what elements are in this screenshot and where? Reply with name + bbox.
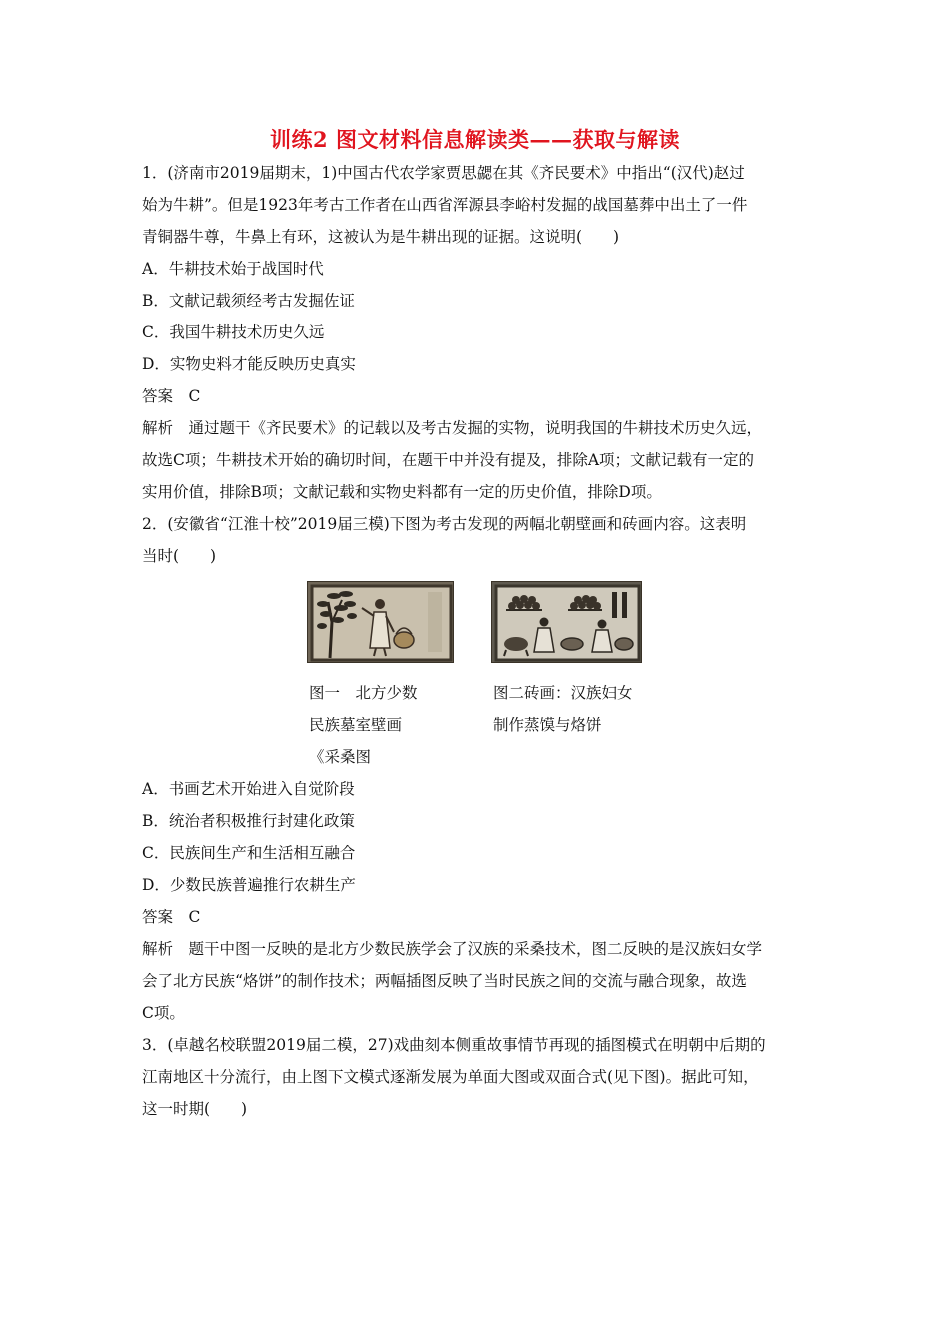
women-making-bread-image xyxy=(492,582,642,663)
q2-analysis-line-3: C项。 xyxy=(142,1004,185,1022)
q1-option-c: C．我国牛耕技术历史久远 xyxy=(142,323,325,341)
q2-option-a: A．书画艺术开始进入自觉阶段 xyxy=(142,780,355,798)
q1-analysis-line-2: 故选C项；牛耕技术开始的确切时间，在题干中并没有提及，排除A项；文献记载有一定的 xyxy=(142,451,755,469)
mulberry-picking-mural-image xyxy=(308,582,454,663)
q2-analysis-line-2: 会了北方民族“烙饼”的制作技术；两幅插图反映了当时民族之间的交流与融合现象，故选 xyxy=(142,972,747,990)
q2-stem-line-2: 当时( ) xyxy=(142,547,217,565)
figure-2-caption-line-2: 制作蒸馍与烙饼 xyxy=(493,716,602,734)
page-title: 训练2 图文材料信息解读类——获取与解读 xyxy=(270,127,680,152)
q1-option-d: D．实物史料才能反映历史真实 xyxy=(142,355,356,373)
q1-option-a: A．牛耕技术始于战国时代 xyxy=(142,260,324,278)
q1-stem-line-3: 青铜器牛尊，牛鼻上有环，这被认为是牛耕出现的证据。这说明( ) xyxy=(142,228,620,246)
q2-option-b: B．统治者积极推行封建化政策 xyxy=(142,812,355,830)
q3-stem-line-1: 3．(卓越名校联盟2019届二模，27)戏曲刻本侧重故事情节再现的插图模式在明朝中后期的 xyxy=(142,1036,766,1054)
figure-2-caption-line-1: 图二砖画：汉族妇女 xyxy=(493,684,633,702)
q2-option-d: D．少数民族普遍推行农耕生产 xyxy=(142,876,356,894)
q1-option-b: B．文献记载须经考古发掘佐证 xyxy=(142,292,355,310)
figure-1-caption-line-3: 《采桑图 xyxy=(309,748,372,766)
q2-analysis-line-1: 解析 题干中图一反映的是北方少数民族学会了汉族的采桑技术，图二反映的是汉族妇女学 xyxy=(142,940,763,958)
q2-option-c: C．民族间生产和生活相互融合 xyxy=(142,844,356,862)
figure-1-caption-line-1: 图一 北方少数 xyxy=(309,684,418,702)
q1-stem-line-1: 1．(济南市2019届期末，1)中国古代农学家贾思勰在其《齐民要术》中指出“(汉代)赵过 xyxy=(142,164,745,182)
q3-stem-line-3: 这一时期( ) xyxy=(142,1100,248,1118)
q1-answer: 答案 C xyxy=(142,387,201,405)
q1-analysis-line-1: 解析 通过题干《齐民要术》的记载以及考古发掘的实物，说明我国的牛耕技术历史久远， xyxy=(142,419,763,437)
q3-stem-line-2: 江南地区十分流行，由上图下文模式逐渐发展为单面大图或双面合式(见下图)。据此可知， xyxy=(142,1068,759,1086)
q1-analysis-line-3: 实用价值，排除B项；文献记载和实物史料都有一定的历史价值，排除D项。 xyxy=(142,483,662,501)
figure-1-mural xyxy=(307,581,454,663)
q2-stem-line-1: 2．(安徽省“江淮十校”2019届三模)下图为考古发现的两幅北朝壁画和砖画内容。这表明 xyxy=(142,515,747,533)
q2-answer: 答案 C xyxy=(142,908,201,926)
figure-2-brick-painting xyxy=(491,581,642,663)
q1-stem-line-2: 始为牛耕”。但是1923年考古工作者在山西省浑源县李峪村发掘的战国墓葬中出土了一件 xyxy=(142,196,748,214)
figure-1-caption-line-2: 民族墓室壁画 xyxy=(309,716,403,734)
